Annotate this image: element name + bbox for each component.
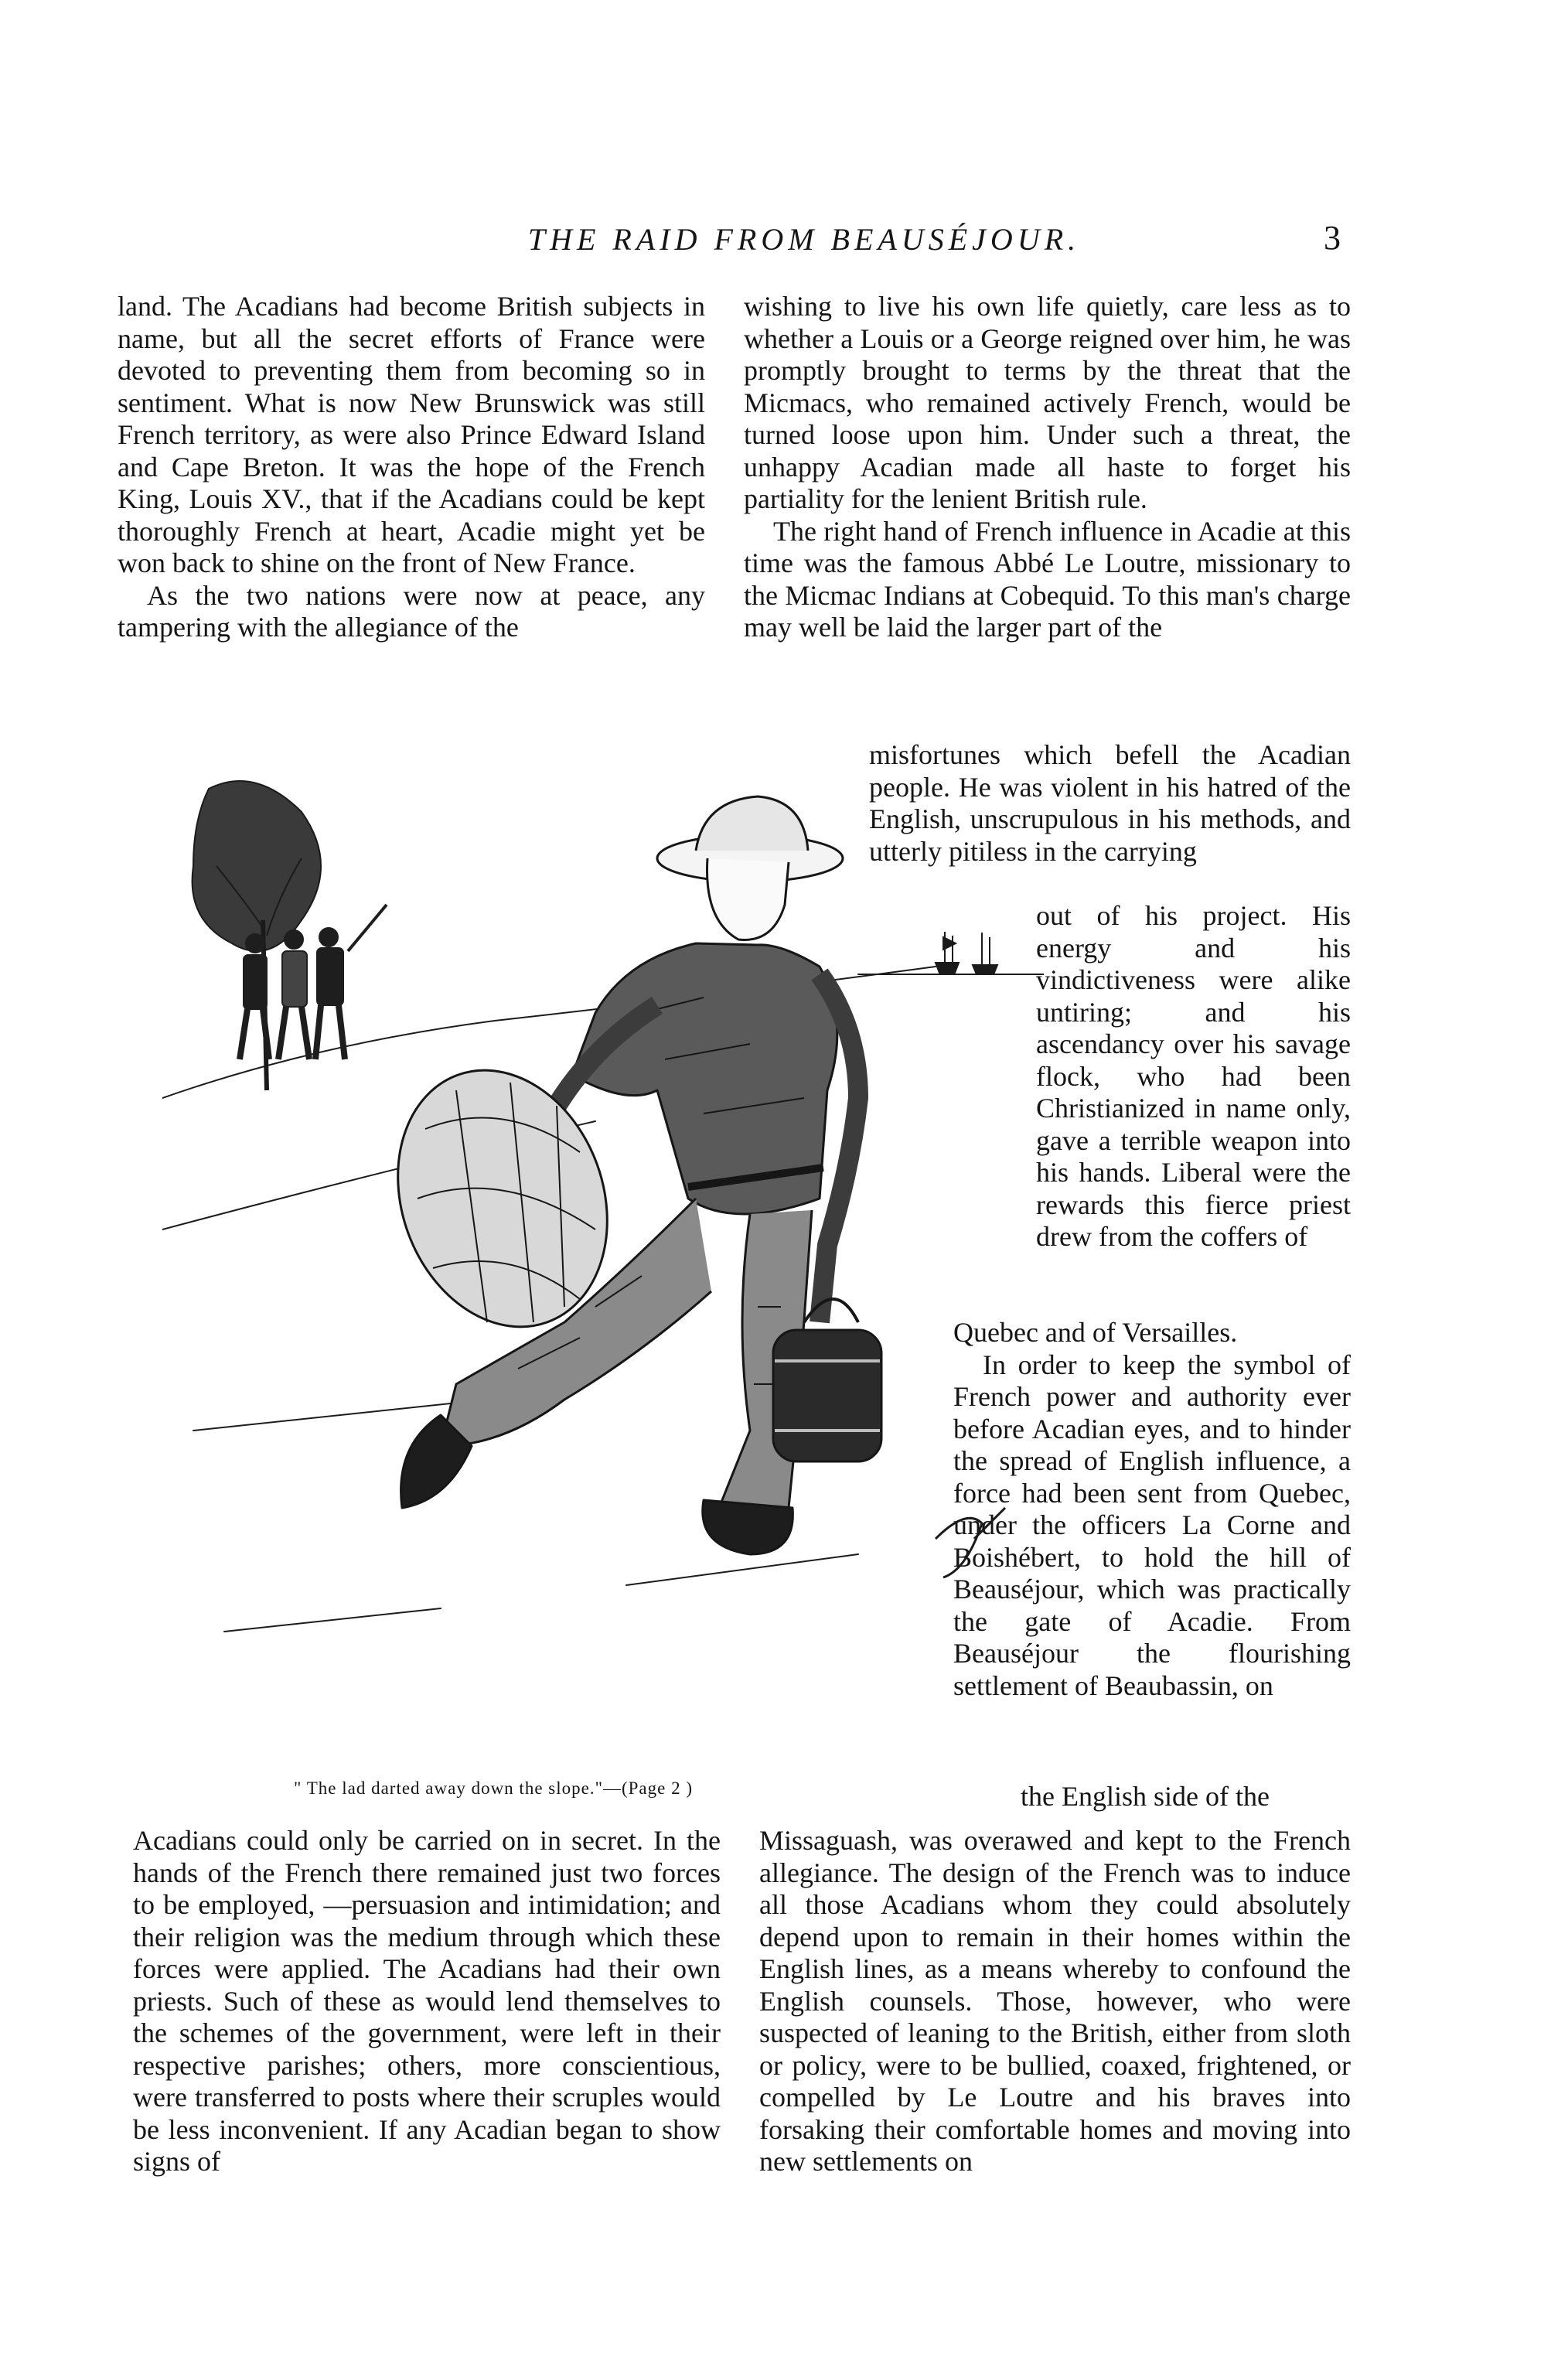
paragraph: out of his project. His energy and his vindictiveness were alike untiring; and his ascendancy over his savage flock, who had been Christianized in name only, gave a terrible weapon into his hands. Liberal were the rewards this fierce priest drew from the coffers of xyxy=(1036,900,1351,1252)
paragraph: wishing to live his own life quietly, care less as to whether a Louis or a George reigned over him, he was promptly brought to terms by the threat that the Micmacs, who remained actively French, would be turned loose upon him. Under such a threat, the unhappy Acadian made all haste to forget his partiality for the lenient British rule. xyxy=(744,291,1351,514)
right-column-wrap-line xyxy=(1021,1781,1351,1813)
running-title: THE RAID FROM BEAUSÉJOUR. xyxy=(527,222,1081,257)
paragraph: misfortunes which befell the Acadian people. He was violent in his hatred of the English, unscrupulous in his methods, and utterly pitiless in the carrying xyxy=(869,739,1351,867)
paragraph: Quebec and of Versailles. xyxy=(953,1317,1238,1348)
paragraph: As the two nations were now at peace, any tampering with the allegiance of the xyxy=(118,579,705,643)
paragraph: Missaguash, was overawed and kept to the French allegiance. The design of the French was to induce all those Acadians whom they could absolutely depend upon to remain in their homes within the English lines, as a means whereby to confound the English counsels. Those, however, who were suspected of leaning to the British, either from sloth or policy, were to be bullied, coaxed, frightened, or compelled by Le Loutre and his braves into forsaking their comfortable homes and moving into new settlements on xyxy=(759,1825,1351,2177)
right-column-top xyxy=(744,291,1351,644)
paragraph: the English side of the xyxy=(1021,1781,1270,1812)
illustration-caption: " The lad darted away down the slope."—(Page 2 ) xyxy=(294,1778,693,1798)
page-number: 3 xyxy=(1324,219,1341,257)
paragraph: The right hand of French influence in Acadie at this time was the famous Abbé Le Loutre, missionary to the Micmac Indians at Cobequid. To this man's charge may well be laid the larger part of the xyxy=(744,515,1351,643)
illustration-running-boy xyxy=(162,766,1044,1771)
paragraph: Acadians could only be carried on in secret. In the hands of the French there remained just two forces to be employed, —persuasion and intimidation; and their religion was the medium through which these forces were applied. The Acadians had their own priests. Such of these as would lend themselves to the schemes of the government, were left in their respective parishes; others, more conscientious, were transferred to posts where their scruples would be less inconvenient. If any Acadian began to show signs of xyxy=(133,1825,721,2177)
left-column-bottom xyxy=(133,1825,721,2178)
left-column-top xyxy=(118,291,705,644)
artist-signature xyxy=(936,1508,1005,1577)
right-column-wrap-middle xyxy=(1036,900,1351,1253)
paragraph: In order to keep the symbol of French power and authority ever before Acadian eyes, and to hinder the spread of English influence, a force had been sent from Quebec, under the officers La Corne and Boishébert, to hold the hill of Beauséjour, which was practically the gate of Acadie. From Beauséjour the flourishing settlement of Beaubassin, on xyxy=(953,1349,1351,1701)
running-boy xyxy=(363,796,881,1554)
right-column-bottom xyxy=(759,1825,1351,2178)
ships xyxy=(936,932,997,974)
paragraph: land. The Acadians had become British subjects in name, but all the secret efforts of France were devoted to preventing them from becoming so in sentiment. What is now New Brunswick was still French territory, as were also Prince Edward Island and Cape Breton. It was the hope of the French King, Louis XV., that if the Acadians could be kept thoroughly French at heart, Acadie might yet be won back to shine on the front of New France. xyxy=(118,291,705,578)
